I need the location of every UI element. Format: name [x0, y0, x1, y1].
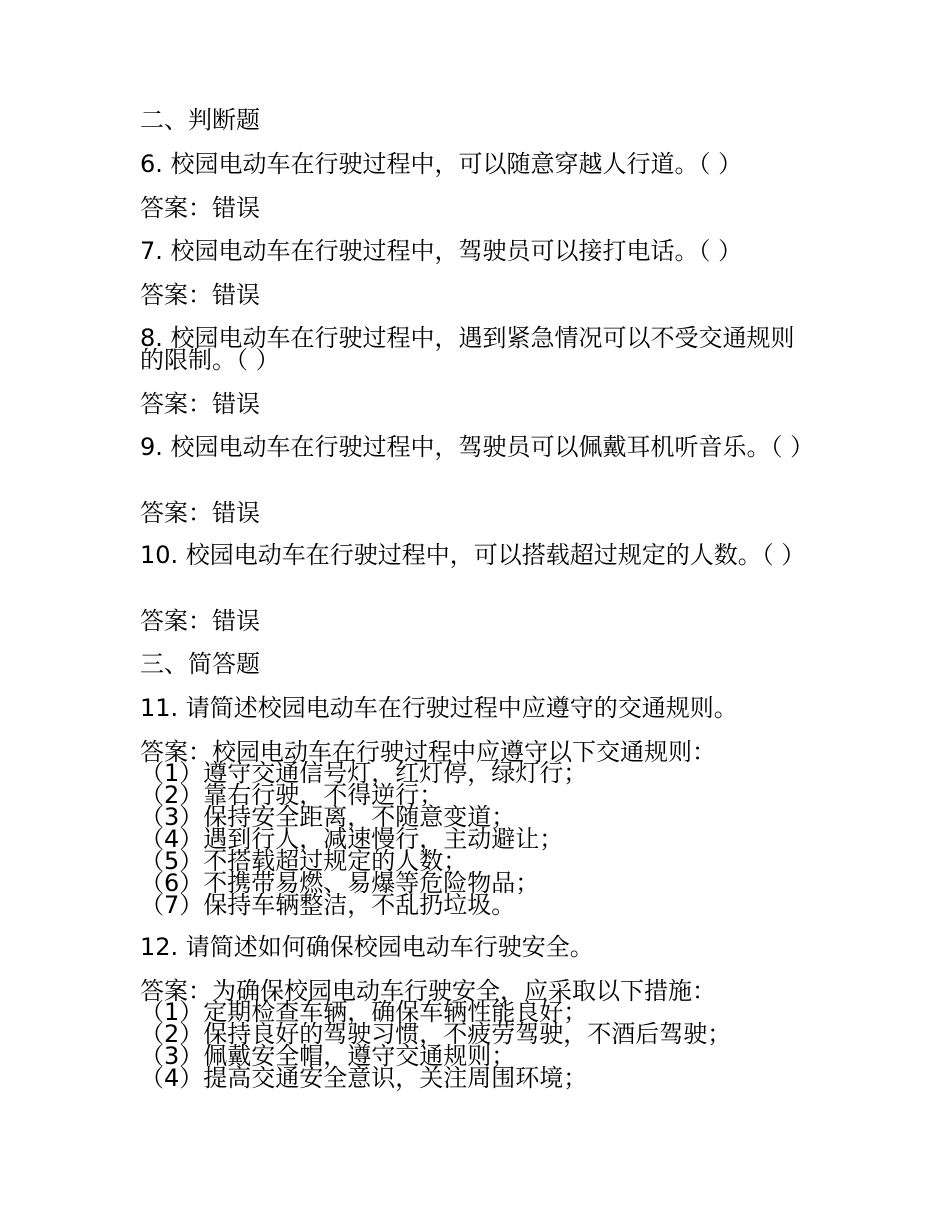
- answer-11-item: （1）遵守交通信号灯，红灯停，绿灯行；: [140, 759, 588, 787]
- answer-11-item: （5）不搭载超过规定的人数；: [140, 847, 468, 875]
- answer-12-item: （3）佩戴安全帽，遵守交通规则；: [140, 1042, 516, 1070]
- question-6: 6. 校园电动车在行驶过程中，可以随意穿越人行道。（ ）: [140, 150, 743, 178]
- answer-12-item: （4）提高交通安全意识，关注周围环境；: [140, 1064, 588, 1092]
- answer-10: 答案：错误: [140, 607, 260, 635]
- answer-6: 答案：错误: [140, 194, 260, 222]
- question-12: 12. 请简述如何确保校园电动车行驶安全。: [140, 933, 594, 961]
- answer-7: 答案：错误: [140, 281, 260, 309]
- answer-12-item: （2）保持良好的驾驶习惯，不疲劳驾驶，不酒后驾驶；: [140, 1020, 732, 1048]
- answer-9: 答案：错误: [140, 499, 260, 527]
- answer-11-item: （7）保持车辆整洁，不乱扔垃圾。: [140, 891, 516, 919]
- answer-11-item: （6）不携带易燃、易爆等危险物品；: [140, 869, 540, 897]
- answer-12-item: （1）定期检查车辆，确保车辆性能良好；: [140, 998, 588, 1026]
- answer-12-intro: 答案：为确保校园电动车行驶安全，应采取以下措施：: [140, 977, 716, 1005]
- section-title-judgement: 二、判断题: [140, 106, 260, 134]
- section-title-short-answer: 三、简答题: [140, 650, 260, 678]
- answer-8: 答案：错误: [140, 390, 260, 418]
- answer-11-item: （4）遇到行人，减速慢行，主动避让；: [140, 825, 564, 853]
- question-9: 9. 校园电动车在行驶过程中，驾驶员可以佩戴耳机听音乐。（ ）: [140, 433, 815, 461]
- question-10: 10. 校园电动车在行驶过程中，可以搭载超过规定的人数。（ ）: [140, 541, 806, 569]
- question-11: 11. 请简述校园电动车在行驶过程中应遵守的交通规则。: [140, 694, 738, 722]
- answer-11-item: （3）保持安全距离，不随意变道；: [140, 803, 516, 831]
- question-7: 7. 校园电动车在行驶过程中，驾驶员可以接打电话。（ ）: [140, 237, 743, 265]
- question-8: 8. 校园电动车在行驶过程中，遇到紧急情况可以不受交通规则的限制。（ ）: [140, 324, 795, 374]
- answer-11-intro: 答案：校园电动车在行驶过程中应遵守以下交通规则：: [140, 738, 716, 766]
- answer-11-item: （2）靠右行驶，不得逆行；: [140, 781, 444, 809]
